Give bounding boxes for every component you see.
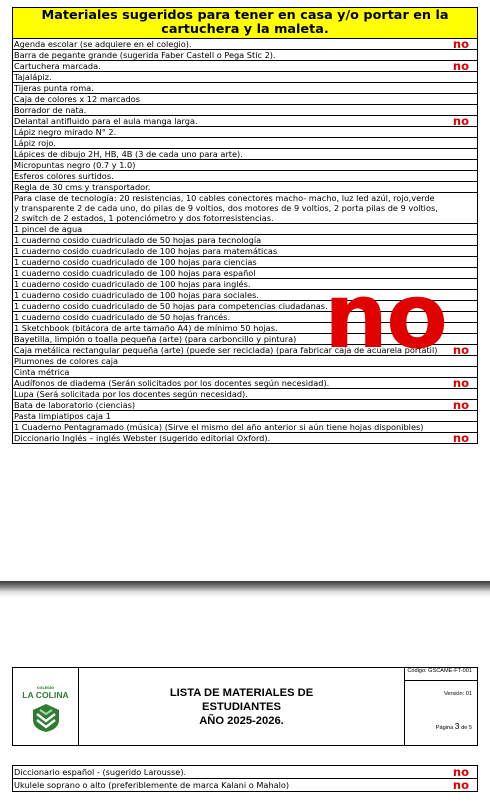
document-header — [12, 667, 478, 746]
item-text: Diccionario Inglés – inglés Webster (sugerido editorial Oxford). — [14, 433, 271, 443]
list-item-cell — [13, 367, 478, 378]
logo-name: LA COLINA — [22, 690, 69, 700]
document-meta — [405, 668, 477, 745]
list-item — [13, 138, 478, 149]
item-text: Para clase de tecnología: 20 resistencias, 10 cables conectores macho- macho, luz led azúl, rojo,verde y transparente 2 de cada uno, do pilas de 9 voltios, dos motores de 9 voltios, 2 porta pilas de 9 voltios, 2 switch de 2 estados, 1 potenciómetro y dos fotorresistencias. — [14, 193, 438, 223]
list-item-cell — [13, 160, 478, 171]
list-item-cell — [13, 83, 478, 94]
list-item-cell — [13, 779, 478, 792]
list-item-cell — [13, 127, 478, 138]
materials-table-continued — [12, 765, 478, 792]
item-text: 1 cuaderno cosido cuadriculado de 100 hojas para ciencias — [14, 257, 257, 267]
list-item — [13, 105, 478, 116]
list-item — [13, 83, 478, 94]
list-item — [13, 356, 478, 367]
list-item — [13, 378, 478, 389]
list-item-cell — [13, 279, 478, 290]
list-item-cell — [13, 193, 478, 224]
item-text: Cartuchera marcada. — [14, 61, 101, 71]
list-item-cell — [13, 301, 478, 312]
list-item — [13, 182, 478, 193]
list-item — [13, 72, 478, 83]
item-text: Audífonos de diadema (Serán solicitados por los docentes según necesidad). — [14, 378, 330, 388]
list-item-cell — [13, 345, 478, 356]
item-text: Agenda escolar (se adquiere en el colegio). — [14, 39, 192, 49]
doc-code: Código: GSCAME-FT-001 — [405, 668, 477, 680]
list-item — [13, 301, 478, 312]
item-text: Caja metálica rectangular pequeña (arte) (puede ser reciclada) (para fabricar caja de acuarela portátil) — [14, 345, 438, 355]
item-text: Esferos colores surtidos. — [14, 171, 114, 181]
item-text: 1 pincel de agua — [14, 224, 83, 234]
list-item — [13, 389, 478, 400]
list-item — [13, 400, 478, 411]
list-item — [13, 235, 478, 246]
item-text: Tijeras punta roma. — [14, 83, 94, 93]
list-item-cell — [13, 323, 478, 334]
item-text: 1 cuaderno cosido cuadriculado de 50 hojas para tecnología — [14, 235, 262, 245]
item-text: 1 cuaderno cosido cuadriculado de 100 hojas para matemáticas — [14, 246, 278, 256]
list-item-cell — [13, 312, 478, 323]
doc-page-info — [405, 720, 477, 745]
list-item — [13, 50, 478, 61]
list-item-cell — [13, 94, 478, 105]
item-text: Bayetilla, limpión o toalla pequeña (arte) (para carboncillo y pintura) — [14, 334, 297, 344]
list-item-cell — [13, 246, 478, 257]
no-mark: no — [452, 377, 469, 389]
no-mark: no — [452, 38, 469, 50]
list-item — [13, 149, 478, 160]
item-text: Lápices de dibujo 2H, HB, 4B (3 de cada uno para arte). — [14, 149, 243, 159]
table-title: Materiales sugeridos para tener en casa y/o portar en la cartuchera y la maleta. — [13, 8, 478, 39]
list-item-cell — [13, 72, 478, 83]
list-item — [13, 367, 478, 378]
list-item — [13, 766, 478, 779]
no-mark: no — [452, 765, 469, 779]
doc-title-line2: ESTUDIANTES — [202, 700, 281, 713]
list-item-cell — [13, 290, 478, 301]
list-item-cell — [13, 411, 478, 422]
list-item — [13, 61, 478, 72]
list-item-cell — [13, 138, 478, 149]
item-text: Borrador de nata. — [14, 105, 87, 115]
list-item-cell — [13, 766, 478, 779]
doc-version: Versión: 01 — [444, 690, 472, 697]
doc-page-total: 5 — [468, 724, 472, 731]
materials-table — [12, 7, 478, 444]
no-mark: no — [452, 60, 469, 72]
list-item — [13, 171, 478, 182]
list-item-cell — [13, 422, 478, 433]
item-text: Ukulele soprano o alto (preferiblemente de marca Kalani o Mahalo) — [14, 780, 290, 790]
list-item-cell — [13, 389, 478, 400]
list-item-cell — [13, 356, 478, 367]
no-mark: no — [452, 344, 469, 356]
materials-table-body — [13, 8, 478, 444]
document-title-cell — [79, 668, 405, 746]
item-text: 1 Cuaderno Pentagramado (música) (Sirve el mismo del año anterior si aún tiene hojas disponibles) — [14, 422, 424, 432]
page-break-divider — [0, 581, 490, 591]
doc-page-of: de — [461, 724, 468, 731]
list-item — [13, 193, 478, 224]
document-meta-cell — [405, 668, 478, 746]
doc-page-label: Página — [435, 724, 454, 731]
no-mark: no — [452, 432, 469, 444]
list-item — [13, 160, 478, 171]
item-text: 1 cuaderno cosido cuadriculado de 100 hojas para inglés. — [14, 279, 251, 289]
list-item-cell — [13, 433, 478, 444]
item-text: Plumones de colores caja — [14, 356, 119, 366]
no-mark: no — [452, 778, 469, 792]
list-item — [13, 94, 478, 105]
no-mark: no — [452, 115, 469, 127]
item-text: Bata de laboratorio (ciencias) — [14, 400, 136, 410]
item-text: Diccionario español - (sugerido Larousse). — [14, 767, 187, 777]
list-item — [13, 39, 478, 50]
item-text: Micropuntas negro (0.7 y 1.0) — [14, 160, 136, 170]
list-item-cell — [13, 105, 478, 116]
item-text: Lápiz negro mirado N° 2. — [14, 127, 117, 137]
list-item-cell — [13, 171, 478, 182]
big-no-mark: no — [324, 264, 446, 369]
item-text: 1 cuaderno cosido cuadriculado de 100 hojas para sociales. — [14, 290, 259, 300]
list-item — [13, 345, 478, 356]
item-text: Delantal antifluido para el aula manga larga. — [14, 116, 198, 126]
list-item — [13, 290, 478, 301]
logo-cell — [13, 668, 79, 746]
item-text: 1 Sketchbook (bitácora de arte tamaño A4) de mínimo 50 hojas. — [14, 323, 278, 333]
item-text: Regla de 30 cms y transportador. — [14, 182, 151, 192]
item-text: Tajalápiz. — [14, 72, 52, 82]
item-text: Lupa (Será solicitada por los docentes según necesidad). — [14, 389, 248, 399]
item-text: 1 cuaderno cosido cuadriculado de 50 hojas para competencias ciudadanas. — [14, 301, 328, 311]
item-text: Pasta limpiatipos caja 1 — [14, 411, 111, 421]
list-item — [13, 312, 478, 323]
list-item-cell — [13, 116, 478, 127]
list-item-cell — [13, 61, 478, 72]
list-item-cell — [13, 378, 478, 389]
doc-page-number: 3 — [454, 720, 460, 731]
list-item-cell — [13, 50, 478, 61]
item-text: Cinta métrica — [14, 367, 70, 377]
item-text: Barra de pegante grande (sugerida Faber Castell o Pega Stic 2). — [14, 50, 276, 60]
list-item — [13, 268, 478, 279]
list-item — [13, 246, 478, 257]
item-text: 1 cuaderno cosido cuadriculado de 50 hojas francés. — [14, 312, 231, 322]
list-item-cell — [13, 182, 478, 193]
logo-small-text: COLEGIO — [36, 686, 55, 690]
list-item-cell — [13, 268, 478, 279]
list-item — [13, 257, 478, 268]
item-text: Caja de colores x 12 marcados — [14, 94, 140, 104]
list-item-cell — [13, 400, 478, 411]
list-item — [13, 334, 478, 345]
list-item-cell — [13, 257, 478, 268]
list-item — [13, 116, 478, 127]
list-item — [13, 224, 478, 235]
list-item — [13, 411, 478, 422]
doc-title-line1: LISTA DE MATERIALES DE — [169, 686, 314, 699]
list-item — [13, 279, 478, 290]
list-item — [13, 433, 478, 444]
list-item-cell — [13, 39, 478, 50]
list-item — [13, 127, 478, 138]
item-text: Lápiz rojo. — [14, 138, 56, 148]
list-item-cell — [13, 235, 478, 246]
no-mark: no — [452, 399, 469, 411]
school-logo-icon — [31, 703, 61, 733]
list-item-cell — [13, 334, 478, 345]
list-item — [13, 422, 478, 433]
doc-title-line3: AÑO 2025-2026. — [199, 714, 284, 727]
list-item-cell — [13, 149, 478, 160]
title-row — [13, 8, 478, 39]
materials-table-continued-body — [13, 766, 478, 792]
item-text: 1 cuaderno cosido cuadriculado de 100 hojas para español — [14, 268, 256, 278]
list-item — [13, 779, 478, 792]
list-item — [13, 323, 478, 334]
list-item-cell — [13, 224, 478, 235]
